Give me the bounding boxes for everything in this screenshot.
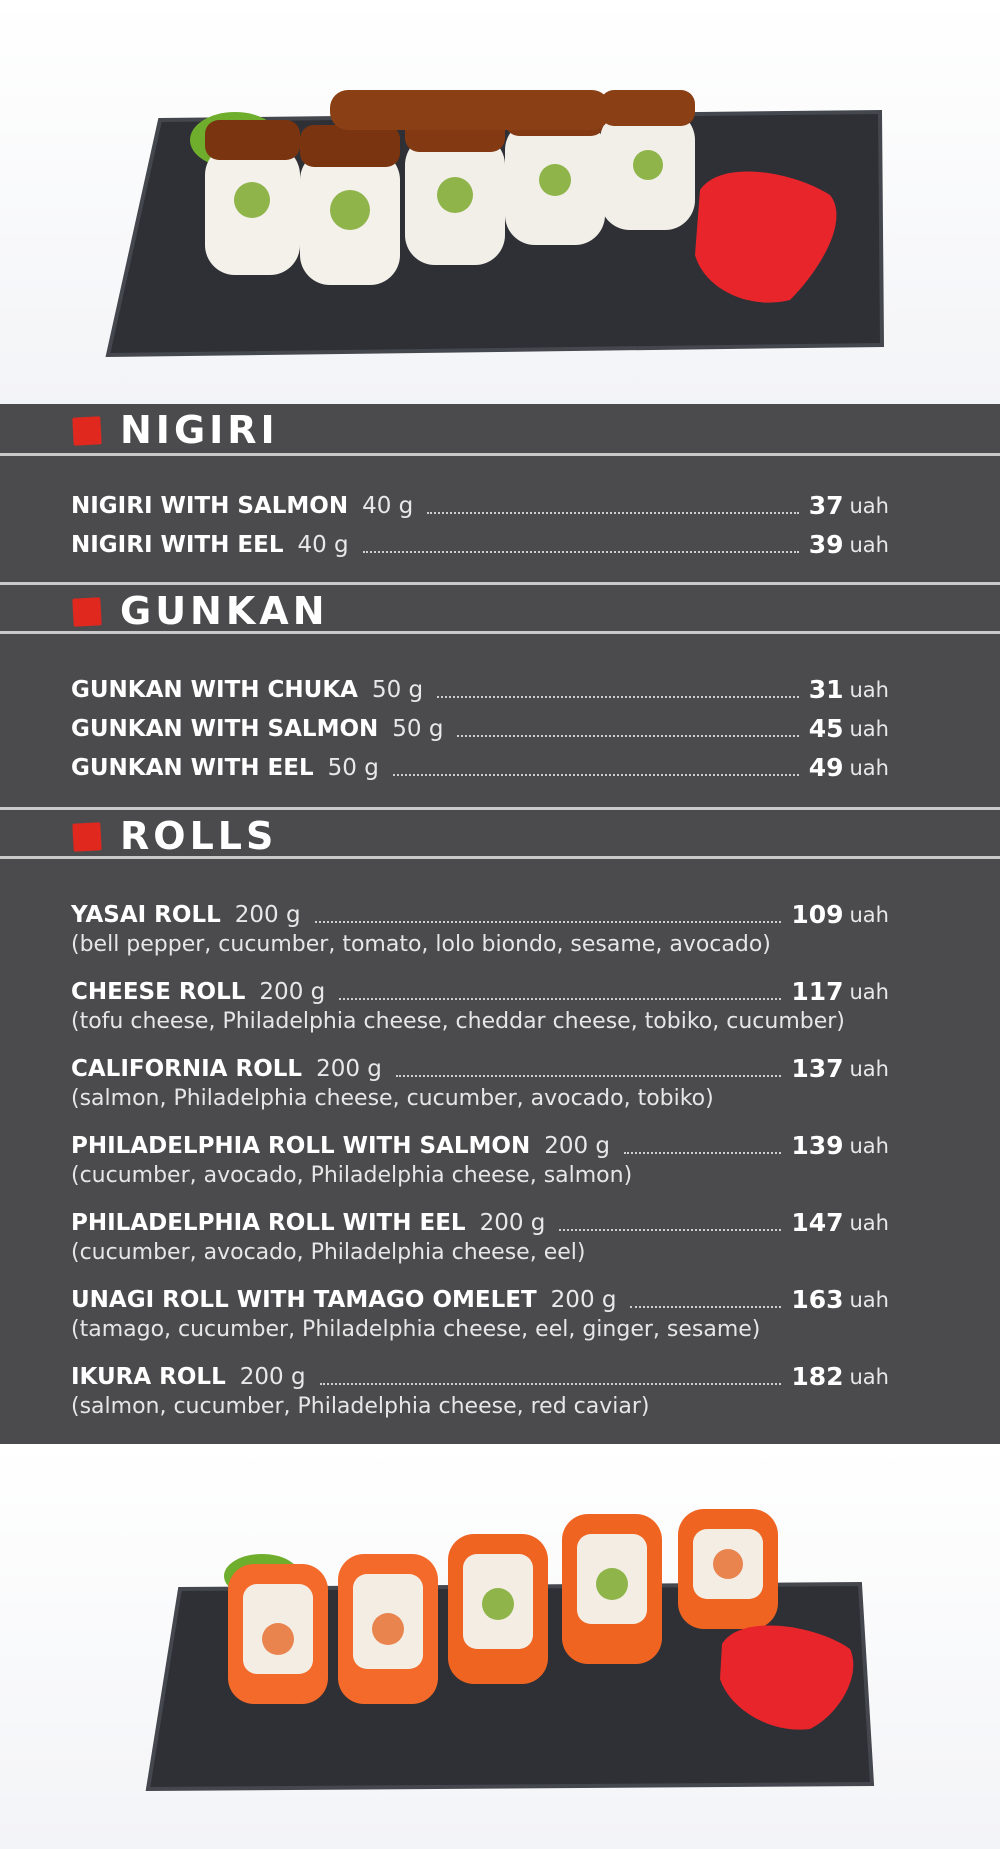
dot-leader (339, 998, 781, 1000)
item-price: 37 (808, 491, 844, 520)
item-name: PHILADELPHIA ROLL WITH SALMON (71, 1133, 531, 1159)
item-description: (bell pepper, cucumber, tomato, lolo biondo, sesame, avocado) (71, 932, 771, 957)
dot-leader (315, 921, 782, 923)
item-currency: uah (849, 1288, 889, 1312)
item-name: YASAI ROLL (71, 902, 221, 928)
item-description: (salmon, cucumber, Philadelphia cheese, red caviar) (71, 1394, 650, 1419)
dot-leader (457, 735, 798, 737)
item-name: CHEESE ROLL (71, 979, 246, 1005)
section-header-nigiri (0, 404, 1000, 456)
menu-item (71, 666, 889, 705)
item-weight: 40 g (297, 532, 349, 558)
rolls-list (71, 891, 889, 1430)
california-roll-photo (0, 1444, 1000, 1849)
menu-item (71, 891, 889, 930)
item-weight: 200 g (550, 1287, 617, 1313)
dot-leader (624, 1152, 781, 1154)
item-currency: uah (849, 1365, 889, 1389)
menu-item (71, 1122, 889, 1161)
section-title: ROLLS (120, 814, 278, 858)
menu-item (71, 744, 889, 783)
item-name: NIGIRI WITH EEL (71, 532, 284, 558)
menu-item (71, 1276, 889, 1315)
item-price: 182 (791, 1362, 844, 1391)
item-weight: 40 g (362, 493, 414, 519)
item-name: GUNKAN WITH SALMON (71, 716, 379, 742)
section-title: GUNKAN (120, 589, 329, 633)
item-description: (tamago, cucumber, Philadelphia cheese, eel, ginger, sesame) (71, 1317, 761, 1342)
item-name: IKURA ROLL (71, 1364, 226, 1390)
item-currency: uah (849, 756, 889, 780)
item-price: 39 (808, 530, 844, 559)
item-weight: 50 g (371, 677, 424, 703)
item-price: 45 (808, 714, 844, 743)
red-square-icon (72, 597, 101, 626)
red-square-icon (72, 822, 101, 851)
section-title: NIGIRI (120, 408, 279, 452)
item-price: 163 (791, 1285, 844, 1314)
item-currency: uah (849, 980, 889, 1004)
item-name: UNAGI ROLL WITH TAMAGO OMELET (71, 1287, 537, 1313)
item-price: 147 (791, 1208, 844, 1237)
dot-leader (363, 551, 799, 553)
section-header-gunkan (0, 582, 1000, 634)
menu-item (71, 1353, 889, 1392)
item-name: GUNKAN WITH CHUKA (71, 677, 358, 703)
item-price: 117 (791, 977, 844, 1006)
menu-item (71, 521, 889, 560)
gunkan-list (71, 666, 889, 783)
item-weight: 200 g (544, 1133, 611, 1159)
item-currency: uah (849, 1057, 889, 1081)
red-square-icon (72, 416, 101, 445)
nigiri-list (71, 482, 889, 560)
dot-leader (630, 1306, 781, 1308)
item-name: GUNKAN WITH EEL (71, 755, 314, 781)
dot-leader (437, 696, 799, 698)
dot-leader (320, 1383, 782, 1385)
item-description: (cucumber, avocado, Philadelphia cheese, salmon) (71, 1163, 633, 1188)
eel-roll-photo (0, 0, 1000, 404)
menu-item (71, 968, 889, 1007)
item-price: 49 (808, 753, 844, 782)
item-weight: 200 g (259, 979, 326, 1005)
item-price: 31 (808, 675, 844, 704)
item-currency: uah (849, 1134, 889, 1158)
item-weight: 200 g (479, 1210, 546, 1236)
dot-leader (396, 1075, 781, 1077)
item-price: 109 (791, 900, 844, 929)
dot-leader (559, 1229, 781, 1231)
item-currency: uah (849, 678, 889, 702)
dot-leader (427, 512, 798, 514)
menu-item (71, 705, 889, 744)
item-description: (salmon, Philadelphia cheese, cucumber, avocado, tobiko) (71, 1086, 714, 1111)
dot-leader (393, 774, 799, 776)
item-weight: 50 g (327, 755, 379, 781)
item-name: NIGIRI WITH SALMON (71, 493, 349, 519)
item-weight: 200 g (234, 902, 301, 928)
item-currency: uah (849, 717, 889, 741)
item-name: PHILADELPHIA ROLL WITH EEL (71, 1210, 466, 1236)
item-weight: 200 g (316, 1056, 382, 1082)
item-currency: uah (849, 533, 889, 557)
item-weight: 200 g (239, 1364, 306, 1390)
menu-item (71, 1045, 889, 1084)
item-price: 139 (791, 1131, 844, 1160)
menu-panel (0, 404, 1000, 1444)
item-currency: uah (849, 494, 889, 518)
item-description: (tofu cheese, Philadelphia cheese, cheddar cheese, tobiko, cucumber) (71, 1009, 845, 1034)
item-description: (cucumber, avocado, Philadelphia cheese, eel) (71, 1240, 586, 1265)
item-price: 137 (791, 1054, 844, 1083)
item-weight: 50 g (392, 716, 444, 742)
item-currency: uah (849, 903, 889, 927)
menu-item (71, 1199, 889, 1238)
item-currency: uah (849, 1211, 889, 1235)
menu-item (71, 482, 889, 521)
section-header-rolls (0, 807, 1000, 859)
item-name: CALIFORNIA ROLL (71, 1056, 303, 1082)
